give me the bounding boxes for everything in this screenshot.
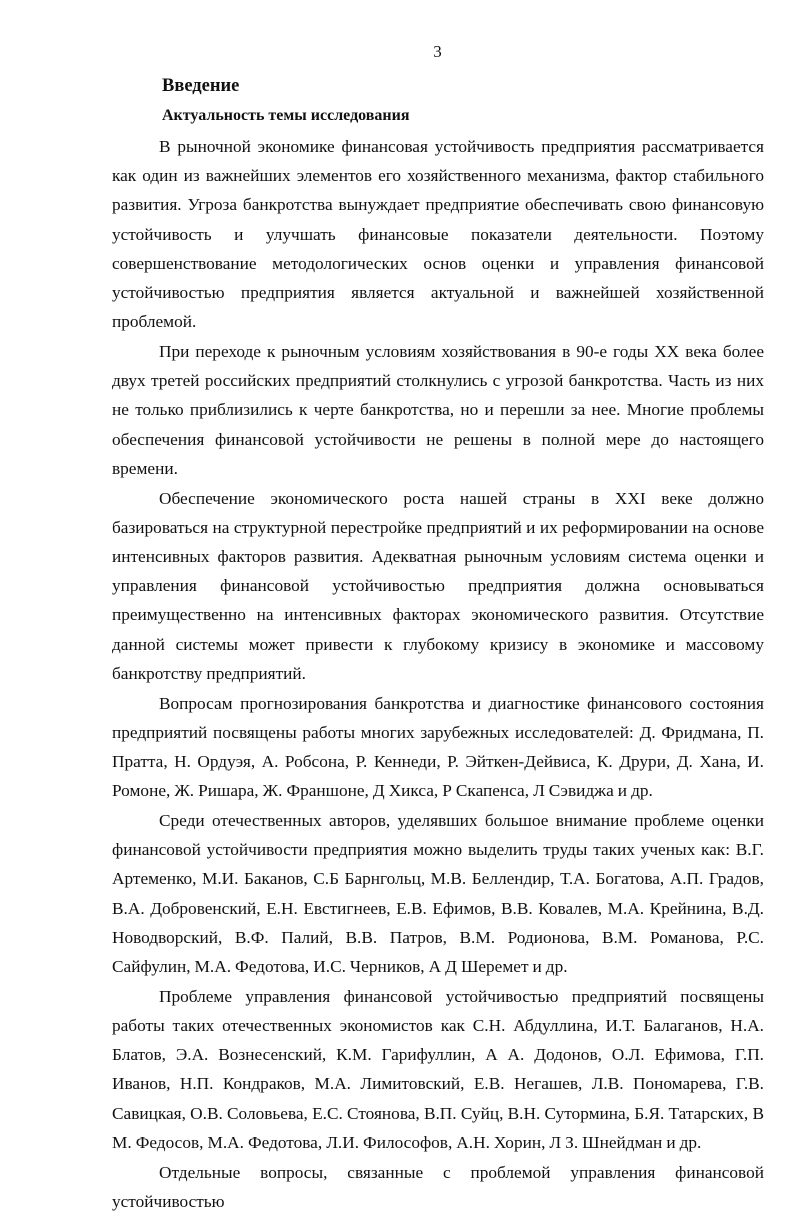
paragraph-1: В рыночной экономике финансовая устойчивость предприятия рассматривается как один из важнейших элементов его хозяйственного механизма, фактор стабильного развития. Угроза банкротства вынуждает предприятие обеспечивать свою финансовую устойчивость и улучшать финансовые показатели деятельности. Поэтому совершенствование методологических основ оценки и управления финансовой устойчивостью предприятия является актуальной и важнейшей хозяйственной проблемой. (112, 137, 764, 332)
paragraph-3: Обеспечение экономического роста нашей страны в XXI веке должно базироваться на структурной перестройке предприятий и их реформировании на основе интенсивных факторов развития. Адекватная рыночным условиям система оценки и управления финансовой устойчивостью предприятия должна основываться преимущественно на интенсивных факторах экономического развития. Отсутствие данной системы может привести к глубокому кризису в экономике и массовому банкротству предприятий. (112, 488, 764, 683)
section-heading: Введение (162, 76, 240, 96)
paragraph-4: Вопросам прогнозирования банкротства и диагностике финансового состояния предприятий посвящены работы многих зарубежных исследователей: Д. Фридмана, П. Пратта, Н. Ордуэя, А. Робсона, Р. Кеннеди, Р. Эйткен-Дейвиса, К. Друри, Д. Хана, И. Ромоне, Ж. Ришара, Ж. Франшоне, Д Хикса, Р Скапенса, Л Сэвиджа и др. (112, 693, 764, 801)
document-body (112, 72, 764, 1217)
paragraph-5: Среди отечественных авторов, уделявших большое внимание проблеме оценки финансовой устойчивости предприятия можно выделить труды таких ученых как: В.Г. Артеменко, М.И. Баканов, С.Б Барнгольц, М.В. Беллендир, Т.А. Богатова, А.П. Градов, В.А. Добровенский, Е.Н. Евстигнеев, Е.В. Ефимов, В.В. Ковалев, М.А. Крейнина, В.Д. Новодворский, В.Ф. Палий, В.В. Патров, В.М. Родионова, В.М. Романова, Р.С. Сайфулин, М.А. Федотова, И.С. Черников, А Д Шеремет и др. (112, 811, 764, 977)
paragraph-2: При переходе к рыночным условиям хозяйствования в 90-е годы XX века более двух третей российских предприятий столкнулись с угрозой банкротства. Часть из них не только приблизились к черте банкротства, но и перешли за нее. Многие проблемы обеспечения финансовой устойчивости не решены в полной мере до настоящего времени. (112, 342, 764, 478)
page-number: 3 (433, 42, 442, 61)
paragraph-6: Проблеме управления финансовой устойчивостью предприятий посвящены работы таких отечественных экономистов как С.Н. Абдуллина, И.Т. Балаганов, Н.А. Блатов, Э.А. Вознесенский, К.М. Гарифуллин, А А. Додонов, О.Л. Ефимова, Г.П. Иванов, Н.П. Кондраков, М.А. Лимитовский, Е.В. Негашев, Л.В. Пономарева, Г.В. Савицкая, О.В. Соловьева, Е.С. Стоянова, В.П. Суйц, В.Н. Сутормина, Б.Я. Татарских, В М. Федосов, М.А. Федотова, Л.И. Философов, А.Н. Хорин, Л З. Шнейдман и др. (112, 986, 764, 1152)
paragraph-7: Отдельные вопросы, связанные с проблемой управления финансовой устойчивостью (112, 1162, 764, 1211)
subsection-heading: Актуальность темы исследования (162, 107, 410, 124)
